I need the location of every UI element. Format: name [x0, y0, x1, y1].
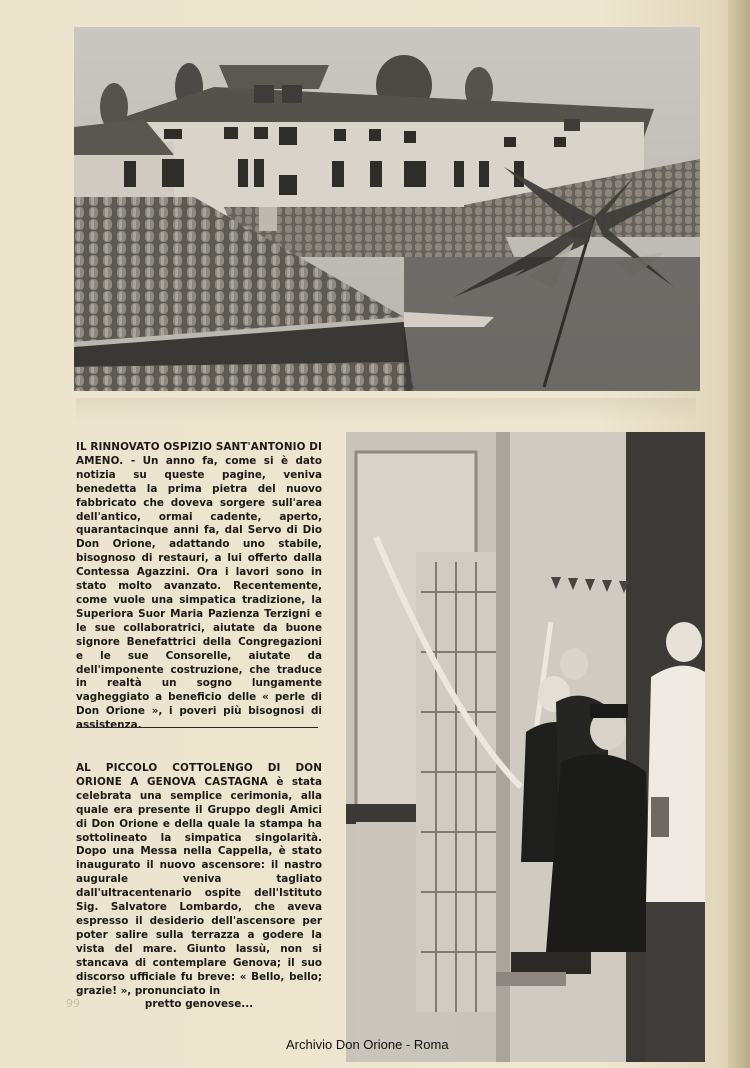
archive-footer: Archivio Don Orione - Roma	[286, 1037, 449, 1052]
bleed-through-shadow	[76, 398, 696, 422]
page-number: 99	[66, 997, 80, 1010]
article-1-headline: IL RINNOVATO OSPIZIO SANT'ANTONIO DI AMENO.	[76, 441, 322, 467]
photo-ospizio-ameno	[74, 27, 700, 391]
article-2-last-line: pretto genovese...	[144, 998, 254, 1011]
article-ospizio-ameno	[76, 441, 322, 733]
photo-ospizio-ameno-image	[74, 27, 700, 391]
article-1-body: - Un anno fa, come si è dato notizia su queste pagine, veniva benedetta la prima pietra del nuovo fabbricato che doveva sorgere sull'area dell'antico, ormai cadente, aperto, quarantacinque anni fa, dal Servo di Dio Don Orione, adattando uno stabile, bisognoso di restauri, a lui offerto dalla Contessa Agazzini. Ora i lavori sono in stato molto avanzato. Recentemente, come vuole una simpatica tradizione, la Superiora Suor Maria Pazienza Terzigni e le sue collaboratrici, aiutate da buone signore Benefattrici della Congregazioni e le sue Consorelle, aiutate da dell'imponente costruzione, che traduce in realtà un sogno lungamente vagheggiato a beneficio delle « perle di Don Orione », i poveri più bisognosi di assistenza.	[76, 454, 323, 732]
photo-ascensore-image	[346, 432, 705, 1062]
article-2-body: è stata celebrata una semplice cerimonia, alla quale era presente il Gruppo degli Amici di Don Orione e della quale la stampa ha sottolineato la simpatica singolarità. Dopo una Messa nella Cappella, è stato inaugurato il nuovo ascensore: il nastro augurale veniva tagliato dall'ultracentenario ospite dell'Istituto Sig. Salvatore Lombardo, che aveva espresso il desiderio dell'ascensore per poter salire sulla terrazza a godere la vista del mare. Giunto lassù, non si stancava di contemplare Genova; il suo discorso ufficiale fu breve: « Bello, bello; grazie! », pronunciato in	[76, 775, 322, 997]
page-spine	[728, 0, 750, 1068]
article-genova-castagna	[76, 762, 322, 1012]
photo-ascensore-inaugurazione	[346, 432, 705, 1062]
section-divider	[76, 727, 318, 728]
article-2-headline: AL PICCOLO COTTOLENGO DI DON ORIONE A GENOVA CASTAGNA	[76, 762, 322, 788]
